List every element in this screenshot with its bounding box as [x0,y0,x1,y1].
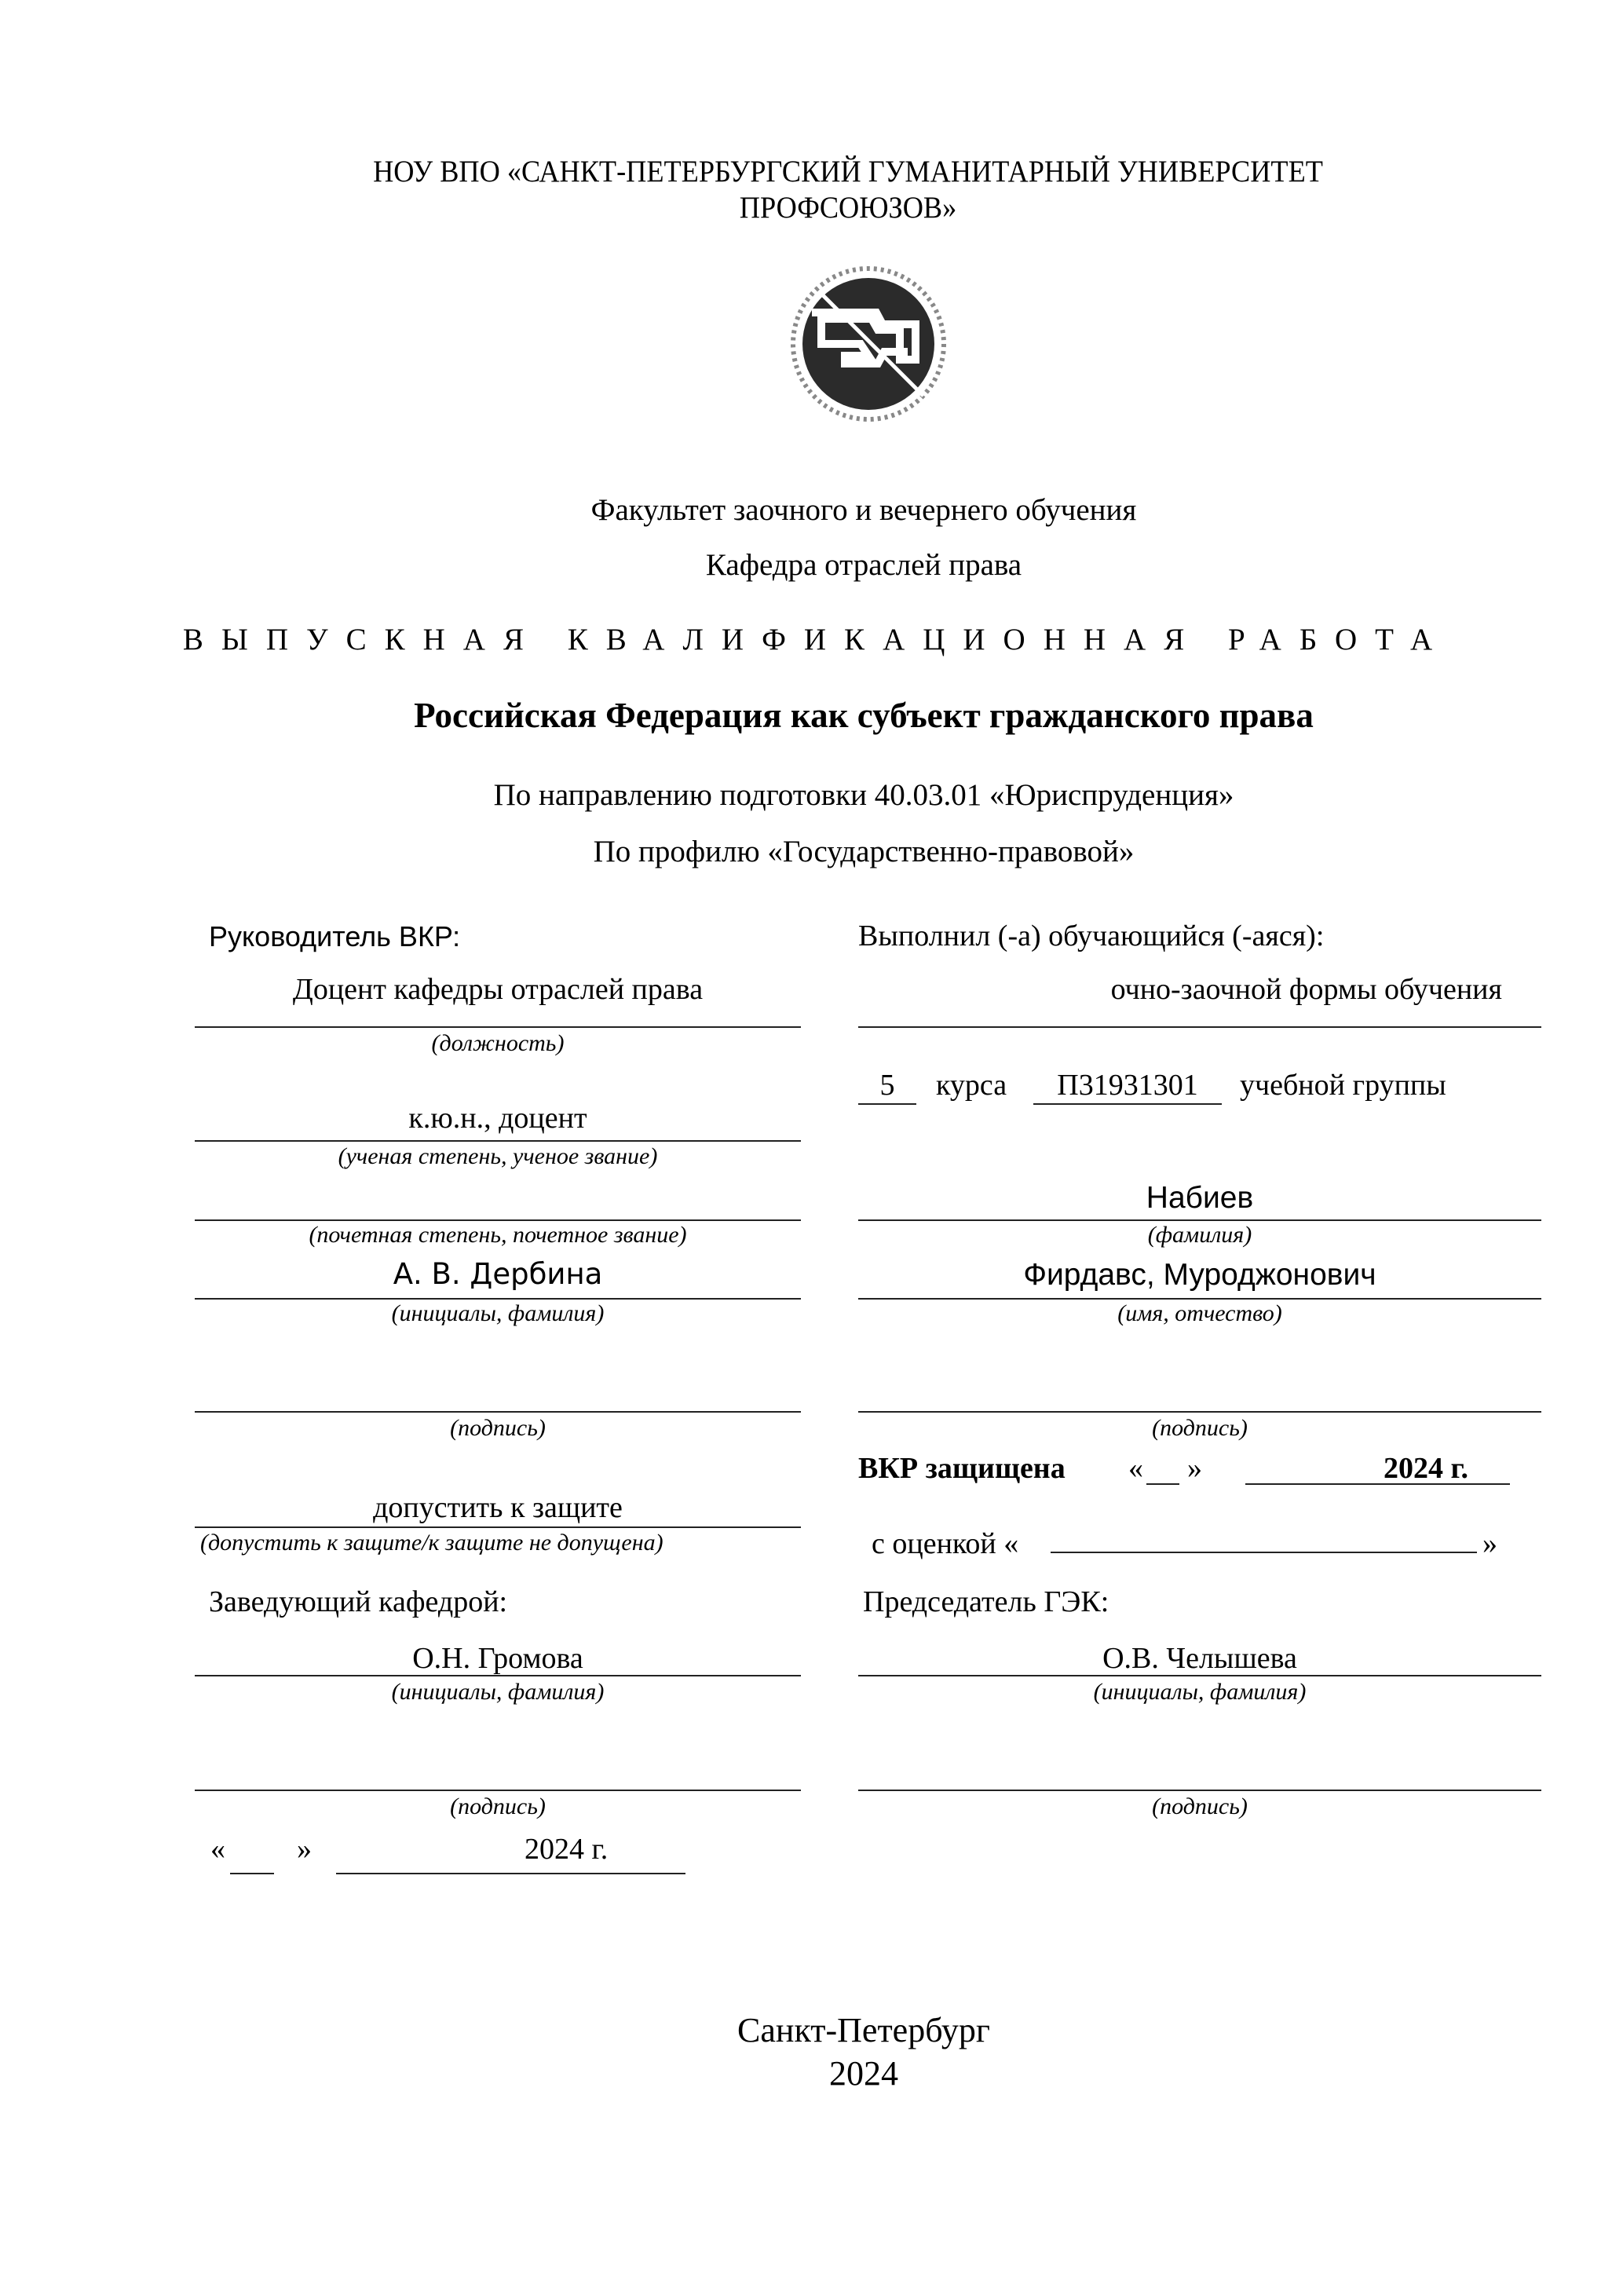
defense-label: ВКР защищена [858,1452,1066,1485]
course-number: 5 [879,1069,895,1102]
supervisor-position-value: Доцент кафедры отраслей права [292,973,704,1006]
commission-chair-signature-caption: (подпись) [1152,1793,1248,1819]
head-of-department-name-value: О.Н. Громова [412,1642,583,1675]
student-signature-caption: (подпись) [1152,1415,1248,1441]
head-date-year: 2024 г. [525,1833,609,1866]
student-signature-line [858,1411,1541,1413]
supervisor-signature-caption: (подпись) [450,1415,546,1441]
supervisor-position-line [195,1026,801,1028]
group-number-line [1033,1103,1222,1105]
head-of-department-signature-line [195,1790,801,1791]
defense-open-quote: « [1128,1452,1143,1485]
institution-name [279,154,1418,226]
study-profile: По профилю «Государственно-правовой» [593,835,1135,868]
course-label: курса [936,1069,1007,1102]
footer-city: Санкт-Петербург [737,2011,990,2049]
head-of-department-heading: Заведующий кафедрой: [209,1585,508,1618]
supervisor-position-caption: (должность) [431,1030,565,1056]
student-given-names-value: Фирдавс, Муроджонович [1023,1258,1376,1292]
institution-line-2: ПРОФСОЮЗОВ» [739,191,957,225]
course-number-line [858,1103,916,1105]
head-of-department-name-caption: (инициалы, фамилия) [391,1679,605,1705]
admission-value: допустить к защите [373,1491,623,1524]
supervisor-degree-caption: (ученая степень, ученое звание) [338,1143,658,1169]
head-date-open-quote: « [210,1833,225,1866]
supervisor-degree-value: к.ю.н., доцент [408,1102,587,1135]
head-date-day-field[interactable] [230,1873,274,1874]
study-form-line [858,1026,1541,1028]
defense-day-field-underline[interactable] [1146,1483,1179,1485]
commission-chair-name-value: О.В. Челышева [1102,1642,1297,1675]
commission-chair-name-caption: (инициалы, фамилия) [1093,1679,1307,1705]
department-name: Кафедра отраслей права [705,548,1022,582]
student-given-names-line [858,1298,1541,1300]
head-date-month-blank[interactable] [336,1873,685,1874]
defense-close-quote: » [1187,1452,1202,1485]
student-surname-value: Набиев [1146,1181,1254,1215]
student-heading: Выполнил (-а) обучающийся (-аяся): [858,919,1325,952]
student-surname-caption: (фамилия) [1147,1222,1252,1248]
supervisor-name-value: А. В. Дербина [393,1257,603,1291]
supervisor-name-caption: (инициалы, фамилия) [391,1300,605,1326]
supervisor-honorary-line [195,1219,801,1221]
commission-chair-signature-line [858,1790,1541,1791]
faculty-name: Факультет заочного и вечернего обучения [590,493,1137,527]
study-direction: По направлению подготовки 40.03.01 «Юриспруденция» [493,778,1234,812]
grade-label: с оценкой « [872,1527,1019,1560]
commission-chair-name-line [858,1675,1541,1676]
institution-line-1: НОУ ВПО «САНКТ-ПЕТЕРБУРГСКИЙ ГУМАНИТАРНЫЙ УНИВЕРСИТЕТ [373,155,1323,188]
admission-line [195,1526,801,1528]
work-type-heading: ВЫПУСКНАЯ КВАЛИФИКАЦИОННАЯ РАБОТА [182,623,1451,656]
head-of-department-signature-caption: (подпись) [450,1793,546,1819]
admission-caption: (допустить к защите/к защите не допущена) [200,1530,663,1556]
student-given-names-caption: (имя, отчество) [1117,1300,1282,1326]
group-number: П31931301 [1057,1069,1198,1102]
thesis-title: Российская Федерация как субъект гражданского права [414,696,1314,735]
supervisor-name-line [195,1298,801,1300]
group-label: учебной группы [1240,1069,1446,1102]
supervisor-degree-line [195,1140,801,1142]
footer-year: 2024 [829,2054,898,2093]
university-emblem-icon [790,265,947,422]
defense-month-year-line[interactable] [1245,1483,1510,1485]
commission-chair-heading: Председатель ГЭК: [863,1585,1109,1618]
student-surname-line [858,1219,1541,1221]
supervisor-honorary-caption: (почетная степень, почетное звание) [309,1222,687,1248]
head-of-department-name-line [195,1675,801,1676]
supervisor-heading: Руководитель ВКР: [209,920,461,952]
defense-year: 2024 г. [1384,1452,1468,1485]
study-form-value: очно-заочной формы обучения [1110,973,1502,1006]
head-date-close-quote: » [297,1833,312,1866]
supervisor-signature-line [195,1411,801,1413]
grade-line-field[interactable] [1051,1552,1477,1553]
grade-close-quote: » [1482,1527,1497,1560]
